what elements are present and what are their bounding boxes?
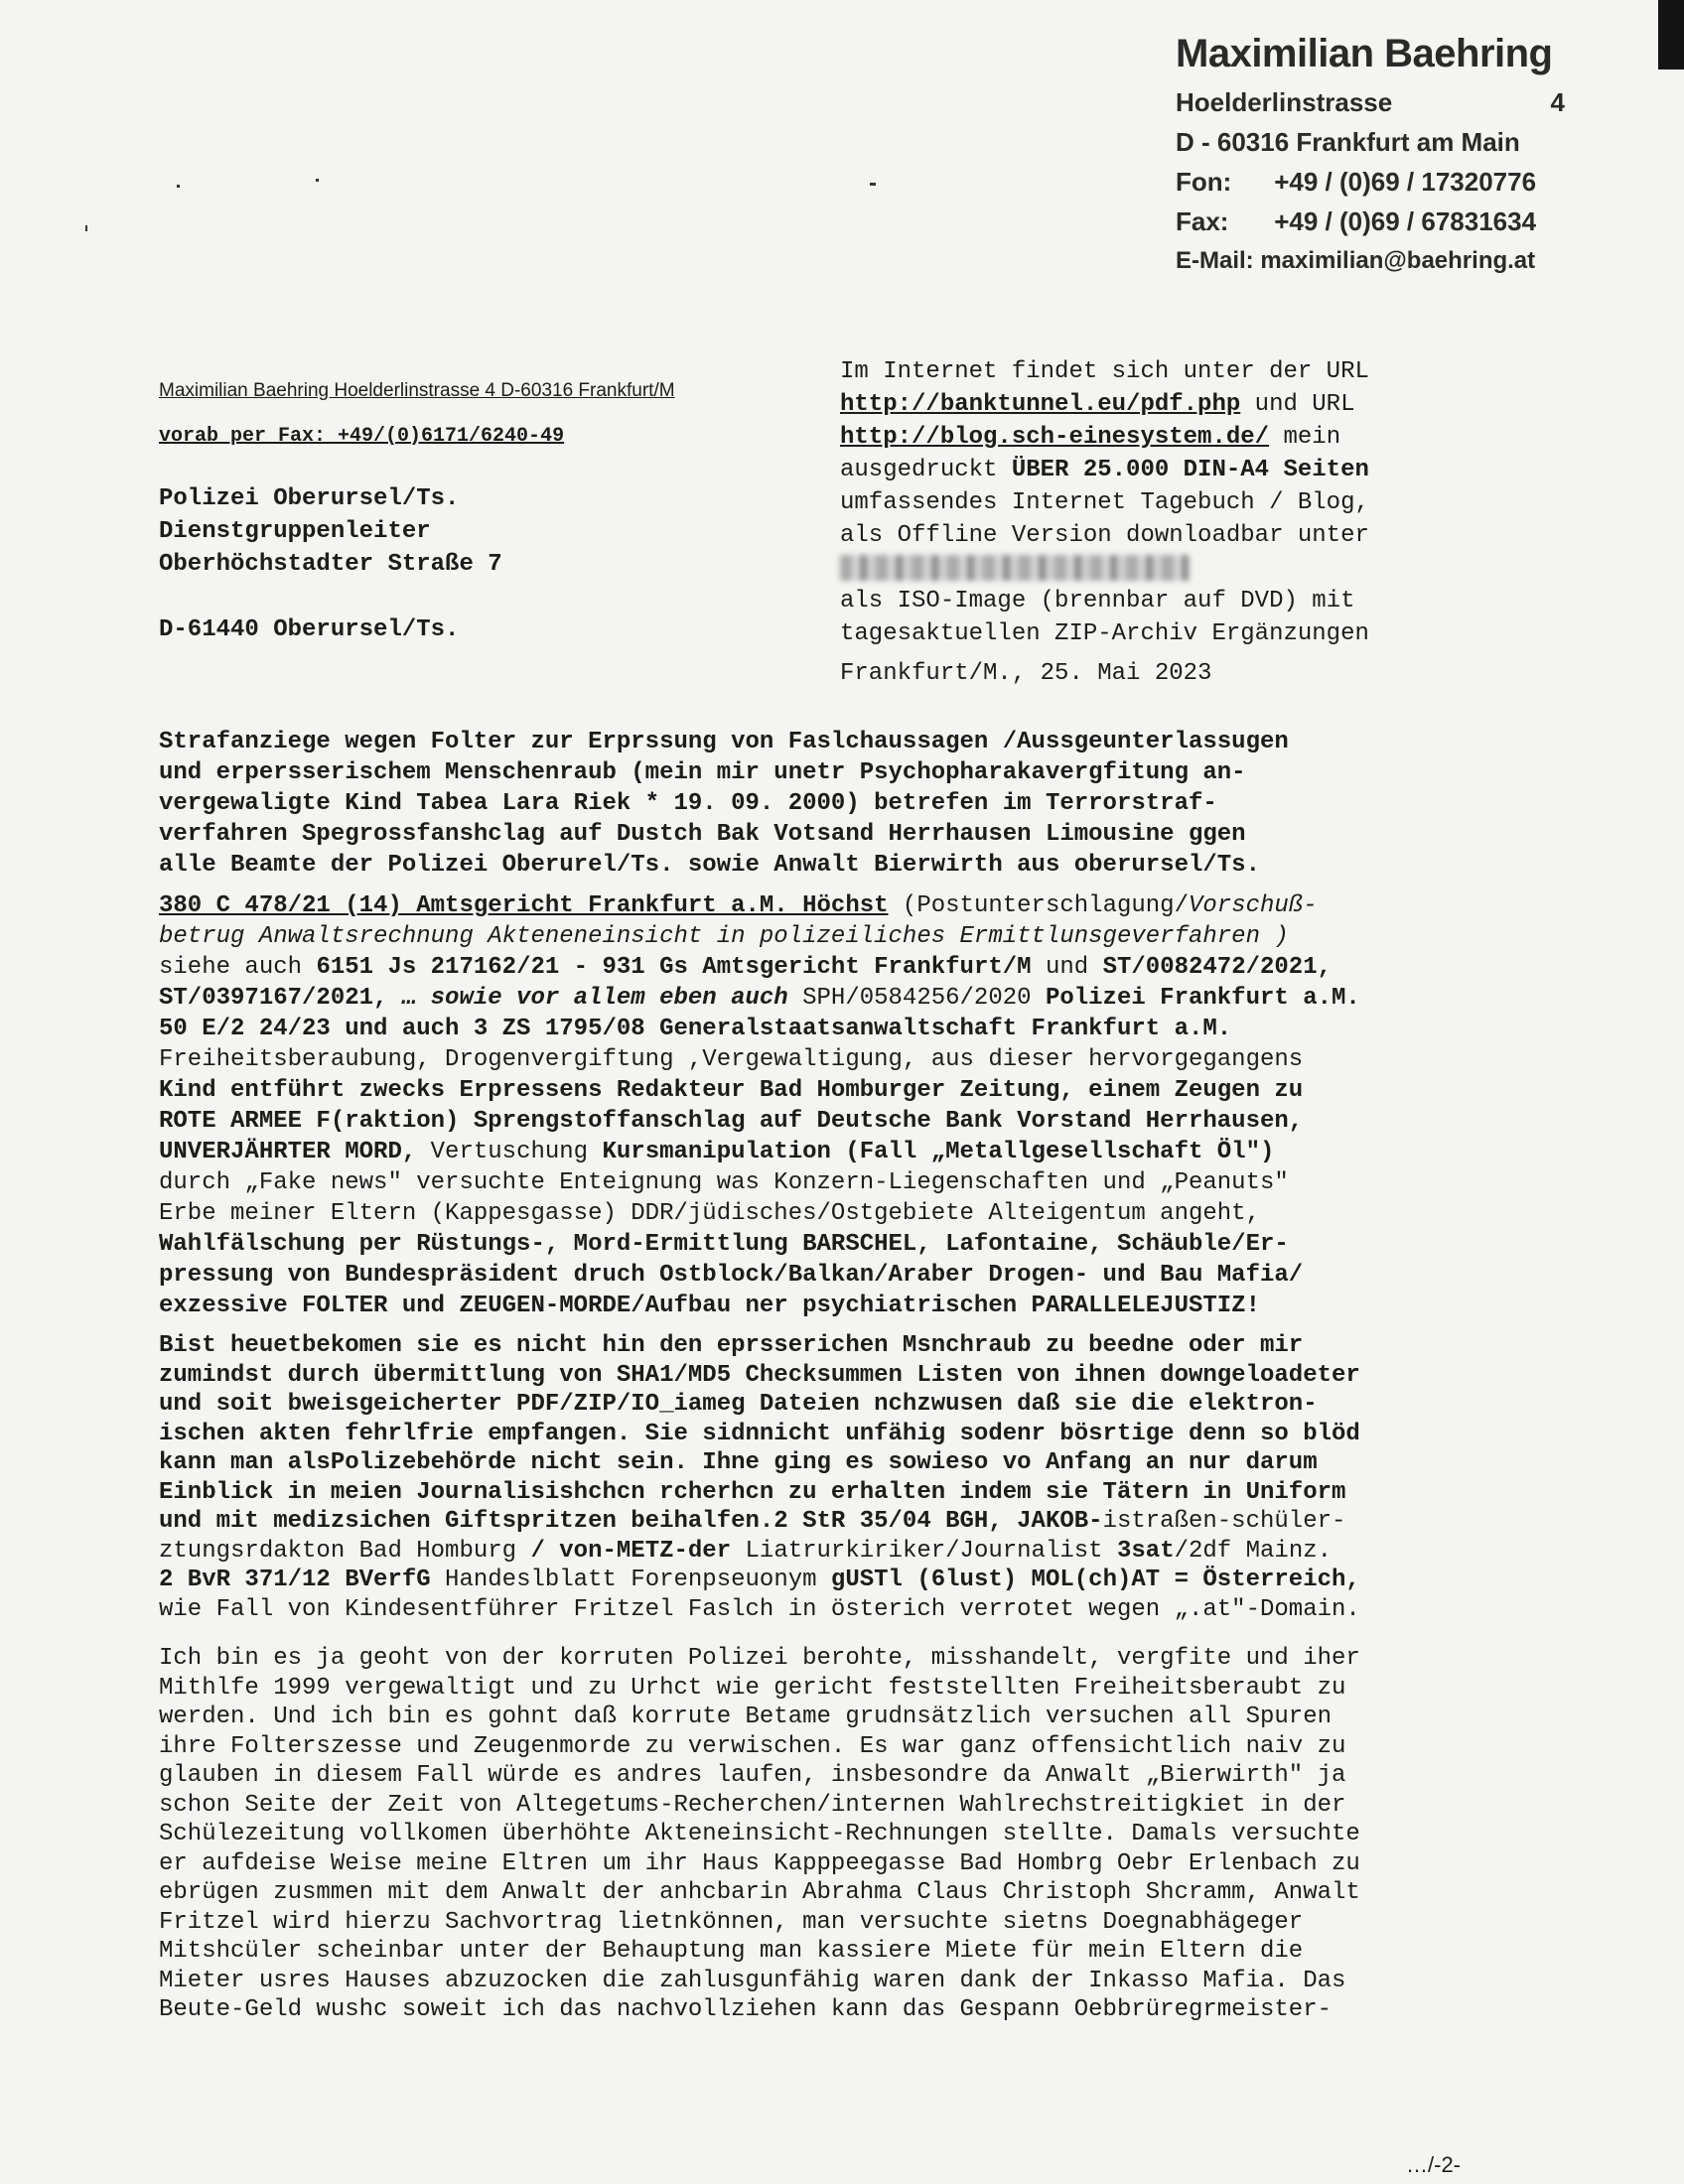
reference-text-bold: Polizei Frankfurt a.M. bbox=[1031, 985, 1360, 1012]
reference-line: Kind entführt zwecks Erpressens Redakteur Bad Homburger Zeitung, einem Zeugen zu bbox=[159, 1077, 1304, 1104]
subject-line: und erpersserischem Menschenraub (mein mir unetr Psychopharakavergfitung an- bbox=[159, 759, 1246, 786]
paragraph-text-bold: 2 BvR 371/12 BVerfG bbox=[159, 1567, 431, 1593]
case-number: SPH/0584256/2020 bbox=[787, 985, 1032, 1012]
letterhead-city: D - 60316 Frankfurt am Main bbox=[1176, 127, 1520, 157]
paragraph-line: glauben in diesem Fall würde es andres laufen, insbesondre da Anwalt „Bierwirth" ja bbox=[159, 1762, 1346, 1789]
letterhead-name: Maximilian Baehring bbox=[1176, 32, 1553, 75]
letterhead-street bbox=[1176, 82, 1573, 122]
subject-line: Strafanziege wegen Folter zur Erprssung von Faslchaussagen /Aussgeunterlassugen bbox=[159, 729, 1289, 755]
recipient-blank-line bbox=[159, 581, 502, 614]
info-line: tagesaktuellen ZIP-Archiv Ergänzungen bbox=[840, 620, 1369, 647]
info-line: Im Internet findet sich unter der URL bbox=[840, 358, 1369, 385]
paragraph-line: Beute-Geld wushc soweit ich das nachvollziehen kann das Gespann Oebbrüregrmeister- bbox=[159, 1996, 1332, 2023]
paragraph-line: Mitshcüler scheinbar unter der Behauptung man kassiere Miete für mein Eltern die bbox=[159, 1938, 1304, 1965]
info-line bbox=[840, 421, 1485, 454]
paragraph-line: Mieter usres Hauses abzuzocken die zahlusgunfähig waren dank der Inkasso Mafia. Das bbox=[159, 1967, 1346, 1994]
reference-line: betrug Anwaltsrechnung Akteneneinsicht in polizeiliches Ermittlunsgeverfahren ) bbox=[159, 923, 1289, 950]
reference-text: Vertuschung bbox=[416, 1139, 603, 1165]
info-text: ausgedruckt bbox=[840, 457, 1012, 483]
letterhead-street-name: Hoelderlinstrasse bbox=[1176, 87, 1393, 117]
reference-line: Freiheitsberaubung, Drogenvergiftung ,Vergewaltigung, aus dieser hervorgegangens bbox=[159, 1046, 1304, 1073]
scan-speck bbox=[870, 183, 876, 186]
info-text: mein bbox=[1269, 424, 1341, 451]
reference-text: und bbox=[1031, 954, 1103, 981]
reference-line: durch „Fake news" versuchte Enteignung was Konzern-Liegenschaften und „Peanuts" bbox=[159, 1169, 1289, 1196]
reference-line: pressung von Bundespräsident druch Ostblock/Balkan/Araber Drogen- und Bau Mafia/ bbox=[159, 1262, 1304, 1289]
info-line bbox=[840, 454, 1485, 486]
reference-text-italic: Vorschuß- bbox=[1188, 892, 1318, 919]
case-number: ST/0082472/2021, bbox=[1102, 954, 1333, 981]
letterhead-phone-number: +49 / (0)69 / 17320776 bbox=[1274, 167, 1537, 197]
reference-line: exzessive FOLTER und ZEUGEN-MORDE/Aufbau ner psychiatrischen PARALLELEJUSTIZ! bbox=[159, 1293, 1260, 1319]
info-text: und URL bbox=[1240, 391, 1355, 418]
paragraph-text: Liatrurkiriker/Journalist bbox=[731, 1537, 1117, 1565]
reference-line: Erbe meiner Eltern (Kappesgasse) DDR/jüdisches/Ostgebiete Alteigentum angeht, bbox=[159, 1200, 1260, 1227]
letter-date: Frankfurt/M., 25. Mai 2023 bbox=[840, 660, 1212, 687]
letterhead-phone bbox=[1176, 162, 1573, 202]
paragraph-line: zumindst durch übermittlung von SHA1/MD5 Checksummen Listen von ihnen downgeloadeter bbox=[159, 1361, 1360, 1389]
case-number: 6151 Js 217162/21 - 931 Gs Amtsgericht Frankfurt/M bbox=[316, 954, 1032, 981]
reference-line bbox=[159, 1137, 1489, 1167]
reference-line: Wahlfälschung per Rüstungs-, Mord-Ermittlung BARSCHEL, Lafontaine, Schäuble/Er- bbox=[159, 1231, 1289, 1258]
url-link-banktunnel[interactable]: http://banktunnel.eu/pdf.php bbox=[840, 391, 1241, 418]
recipient-line: Oberhöchstadter Straße 7 bbox=[159, 551, 502, 578]
paragraph-line: Ich bin es ja geoht von der korruten Polizei berohte, misshandelt, vergfite und iher bbox=[159, 1645, 1360, 1672]
reference-line bbox=[159, 983, 1489, 1014]
paragraph-line: ischen akten fehrlfrie empfangen. Sie sidnnicht unfähig sodenr bösrtige denn so blöd bbox=[159, 1420, 1360, 1447]
paragraph-line: Schülezeitung vollkomen überhöhte Akteneinsicht-Rechnungen stellte. Damals versuchte bbox=[159, 1821, 1360, 1847]
page-number: …/-2- bbox=[1406, 2152, 1461, 2177]
info-line bbox=[840, 552, 1485, 585]
reference-line: ROTE ARMEE F(raktion) Sprengstoffanschlag auf Deutsche Bank Vorstand Herrhausen, bbox=[159, 1108, 1304, 1135]
paragraph-line: ihre Folterszesse und Zeugenmorde zu verwischen. Es war ganz offensichtlich naiv zu bbox=[159, 1732, 1346, 1760]
paragraph-text-bold: 3sat bbox=[1116, 1537, 1175, 1565]
reference-text-bold: Kursmanipulation (Fall „Metallgesellschaft Öl") bbox=[602, 1139, 1275, 1165]
paragraph-line bbox=[159, 1566, 1489, 1595]
reference-line: 50 E/2 24/23 und auch 3 ZS 1795/08 Generalstaatsanwaltschaft Frankfurt a.M. bbox=[159, 1016, 1232, 1042]
sender-return-address: Maximilian Baehring Hoelderlinstrasse 4 D-60316 Frankfurt/M bbox=[159, 380, 675, 401]
scan-speck bbox=[316, 179, 319, 182]
paragraph-text: Handeslblatt Forenpseuonym bbox=[430, 1567, 831, 1593]
reference-text: siehe auch bbox=[159, 954, 317, 981]
reference-text: (Postunterschlagung/ bbox=[888, 892, 1189, 919]
reference-line bbox=[159, 890, 1489, 921]
redacted-url bbox=[840, 555, 1190, 581]
reference-line bbox=[159, 952, 1489, 983]
paragraph-text: /2df Mainz. bbox=[1174, 1537, 1333, 1565]
paragraph-line: er aufdeise Weise meine Eltren um ihr Haus Kapppeegasse Bad Hombrg Oebr Erlenbach zu bbox=[159, 1849, 1360, 1877]
paragraph-line: Fritzel wird hierzu Sachvortrag lietnkönnen, man versuchte sietns Doegnabhägeger bbox=[159, 1908, 1304, 1936]
letterhead-fax-label: Fax: bbox=[1176, 206, 1229, 236]
recipient-line: Polizei Oberursel/Ts. bbox=[159, 485, 460, 512]
paragraph-line: Bist heuetbekomen sie es nicht hin den eprsserichen Msnchraub zu beedne oder mir bbox=[159, 1332, 1304, 1359]
subject-line: alle Beamte der Polizei Oberurel/Ts. sowie Anwalt Bierwirth aus oberursel/Ts. bbox=[159, 852, 1260, 879]
paragraph-line: Mithlfe 1999 vergewaltigt und zu Urhct wie gericht feststellten Freiheitsberaubt zu bbox=[159, 1674, 1346, 1702]
case-number: 380 C 478/21 (14) Amtsgericht Frankfurt a.M. Höchst bbox=[159, 892, 889, 919]
letterhead-email: E-Mail: maximilian@baehring.at bbox=[1176, 247, 1536, 274]
letterhead-fax-number: +49 / (0)69 / 67831634 bbox=[1274, 206, 1537, 236]
paragraph-text-bold: gUSTl (6lust) MOL(ch)AT = Österreich, bbox=[830, 1567, 1360, 1593]
recipient-line: D-61440 Oberursel/Ts. bbox=[159, 616, 460, 643]
paragraph-line bbox=[159, 1537, 1489, 1567]
info-block bbox=[840, 355, 1485, 690]
info-line: umfassendes Internet Tagebuch / Blog, bbox=[840, 489, 1369, 516]
info-line bbox=[840, 388, 1485, 421]
letterhead-fax bbox=[1176, 202, 1573, 241]
paragraph-text-bold: und mit medizsichen Giftspritzen beihalfen.2 StR 35/04 BGH, JAKOB- bbox=[159, 1508, 1103, 1535]
info-line: als Offline Version downloadbar unter bbox=[840, 522, 1369, 549]
url-link-blog[interactable]: http://blog.sch-einesystem.de/ bbox=[840, 424, 1270, 451]
second-paragraph bbox=[159, 1331, 1489, 1624]
paragraph-text: ztungsrdakton Bad Homburg bbox=[159, 1537, 531, 1565]
paragraph-line: schon Seite der Zeit von Altegetums-Recherchen/internen Wahlrechstreitigkiet in der bbox=[159, 1791, 1346, 1819]
recipient-address bbox=[159, 482, 502, 646]
paragraph-line: und soit bweisgeicherter PDF/ZIP/IO_iameg Dateien nchzwusen daß sie die elektron- bbox=[159, 1391, 1318, 1418]
paragraph-line: wie Fall von Kindesentführer Fritzel Faslch in österich verrotet wegen „.at"-Domain. bbox=[159, 1595, 1360, 1623]
paragraph-text-bold: / von-METZ-der bbox=[530, 1537, 732, 1565]
paragraph-line: kann man alsPolizebehörde nicht sein. Ihne ging es sowieso vo Anfang an nur darum bbox=[159, 1449, 1318, 1476]
letter-body bbox=[159, 727, 1489, 2025]
case-number: ST/0397167/2021, bbox=[159, 985, 388, 1012]
recipient-line: Dienstgruppenleiter bbox=[159, 518, 431, 545]
reference-text-bold: UNVERJÄHRTER MORD, bbox=[159, 1139, 417, 1165]
letterhead-house-number: 4 bbox=[1550, 87, 1565, 117]
scan-corner-mark bbox=[1658, 0, 1684, 69]
paragraph-line: Einblick in meien Journalisishchcn rcherhcn zu erhalten indem sie Tätern in Uniform bbox=[159, 1478, 1346, 1506]
reference-paragraph bbox=[159, 890, 1489, 1321]
info-text-bold: ÜBER 25.000 DIN-A4 Seiten bbox=[1011, 457, 1369, 483]
subject-line: vergewaligte Kind Tabea Lara Riek * 19. 09. 2000) betrefen im Terrorstraf- bbox=[159, 790, 1217, 817]
subject-paragraph bbox=[159, 727, 1489, 881]
subject-line: verfahren Spegrossfanshclag auf Dustch Bak Votsand Herrhausen Limousine ggen bbox=[159, 821, 1246, 848]
letterhead bbox=[1176, 32, 1573, 281]
paragraph-line bbox=[159, 1507, 1489, 1537]
info-line: als ISO-Image (brennbar auf DVD) mit bbox=[840, 588, 1355, 614]
reference-text-italic: … sowie vor allem eben auch bbox=[387, 985, 788, 1012]
paragraph-line: werden. Und ich bin es gohnt daß korrute Betame grudnsätzlich versuchen all Spuren bbox=[159, 1704, 1332, 1730]
paragraph-text: istraßen-schüler- bbox=[1102, 1508, 1346, 1535]
letterhead-phone-label: Fon: bbox=[1176, 167, 1232, 197]
third-paragraph bbox=[159, 1644, 1489, 2025]
paragraph-line: ebrügen zusmmen mit dem Anwalt der anhcbarin Abrahma Claus Christoph Shcramm, Anwalt bbox=[159, 1879, 1360, 1906]
fax-line: vorab per Fax: +49/(0)6171/6240-49 bbox=[159, 425, 565, 448]
scan-speck bbox=[85, 225, 87, 231]
scan-speck bbox=[177, 185, 180, 188]
